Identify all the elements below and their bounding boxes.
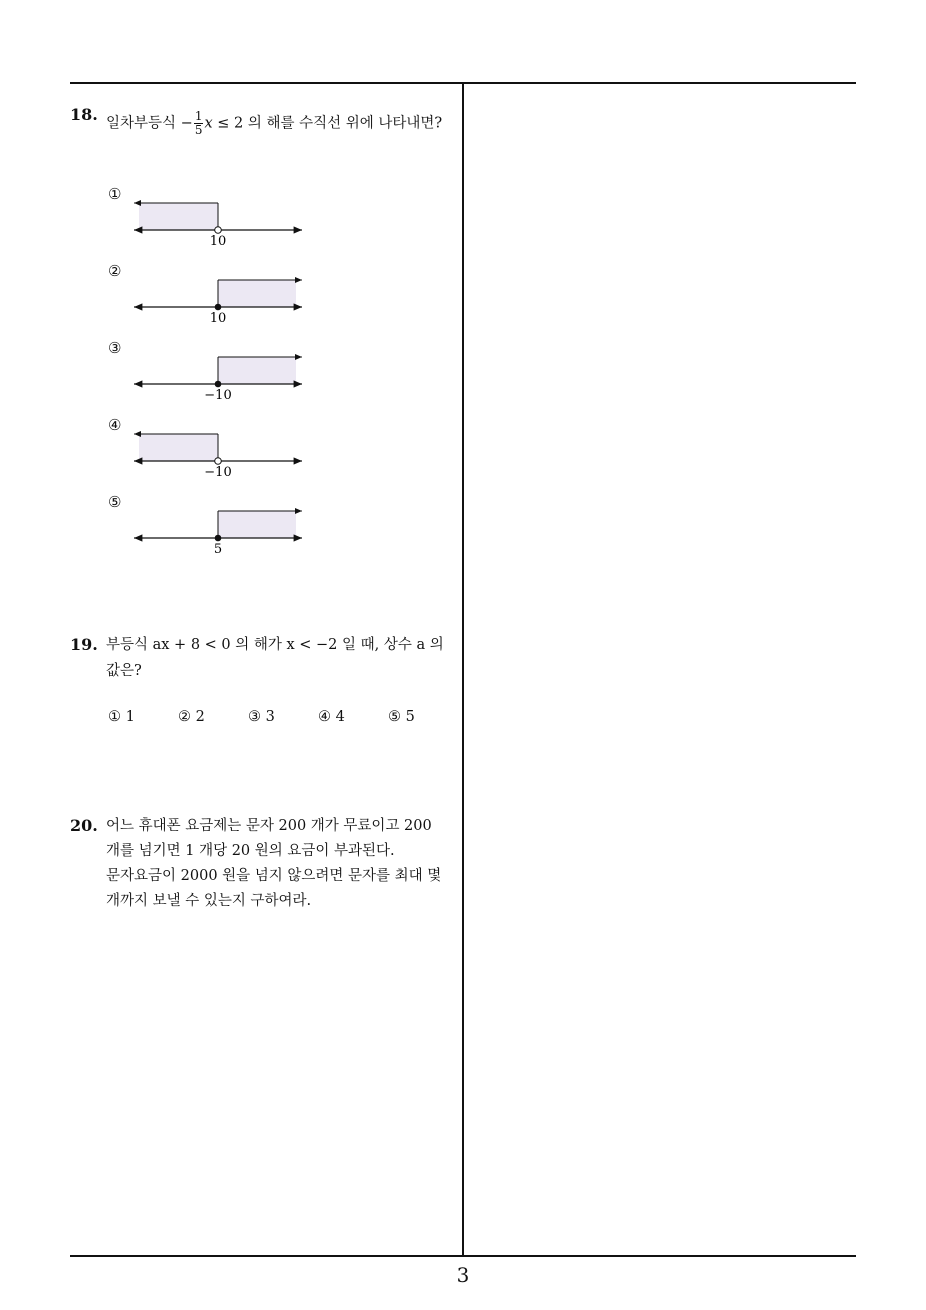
- number-line-option-3: [134, 357, 302, 403]
- fraction-denominator: 5: [194, 123, 203, 137]
- option-2-label[interactable]: ②: [108, 262, 122, 280]
- question-20-line-2: 개를 넘기면 1 개당 20 원의 요금이 부과된다.: [106, 843, 395, 859]
- solution-shade-3: [218, 357, 296, 384]
- solution-shade-2: [218, 280, 296, 307]
- tick-label-1: 10: [209, 234, 227, 249]
- number-line-option-1: [134, 203, 302, 249]
- solution-shade-1: [139, 203, 218, 230]
- open-endpoint-4: [215, 458, 222, 465]
- question-20-line-1: 어느 휴대폰 요금제는 문자 200 개가 무료이고 200: [106, 818, 432, 834]
- number-line-option-4: [134, 434, 302, 480]
- option-1-label[interactable]: ①: [108, 185, 122, 203]
- solution-shade-4: [139, 434, 218, 461]
- open-endpoint-1: [215, 227, 222, 234]
- question-20-number: 20.: [70, 816, 98, 835]
- choice-4[interactable]: ④ 4: [318, 709, 345, 725]
- number-line-option-5: [134, 511, 302, 557]
- question-19-line-1: 부등식 ax + 8 < 0 의 해가 x < −2 일 때, 상수 a 의: [106, 637, 444, 653]
- question-18-prefix: 일차부등식: [106, 115, 177, 132]
- choice-5[interactable]: ⑤ 5: [388, 709, 415, 725]
- option-4-label[interactable]: ④: [108, 416, 122, 434]
- page-number: 3: [456, 1263, 470, 1287]
- minus-sign: −: [180, 115, 193, 132]
- tick-label-5: 5: [213, 542, 223, 557]
- closed-endpoint-3: [215, 381, 222, 388]
- question-20-line-3: 문자요금이 2000 원을 넘지 않으려면 문자를 최대 몇: [106, 868, 442, 884]
- choice-2[interactable]: ② 2: [178, 709, 205, 725]
- tick-label-3: −10: [204, 388, 232, 403]
- option-3-label[interactable]: ③: [108, 339, 122, 357]
- solution-shade-5: [218, 511, 296, 538]
- question-18-suffix: 의 해를 수직선 위에 나타내면?: [243, 115, 443, 132]
- inequality-rest: ≤ 2: [212, 115, 244, 132]
- tick-label-4: −10: [204, 465, 232, 480]
- question-20-line-4: 개까지 보낼 수 있는지 구하여라.: [106, 893, 312, 909]
- question-19-choices: [108, 709, 458, 725]
- question-19-line-2: 값은?: [106, 663, 142, 679]
- number-line-option-2: [134, 280, 302, 326]
- question-18-number: 18.: [70, 105, 98, 124]
- fraction-numerator: 1: [194, 109, 203, 123]
- tick-label-2: 10: [209, 311, 227, 326]
- choice-1[interactable]: ① 1: [108, 709, 135, 725]
- option-5-label[interactable]: ⑤: [108, 493, 122, 511]
- closed-endpoint-5: [215, 535, 222, 542]
- choice-3[interactable]: ③ 3: [248, 709, 275, 725]
- question-19-number: 19.: [70, 635, 98, 654]
- closed-endpoint-2: [215, 304, 222, 311]
- variable-x: x: [204, 115, 213, 132]
